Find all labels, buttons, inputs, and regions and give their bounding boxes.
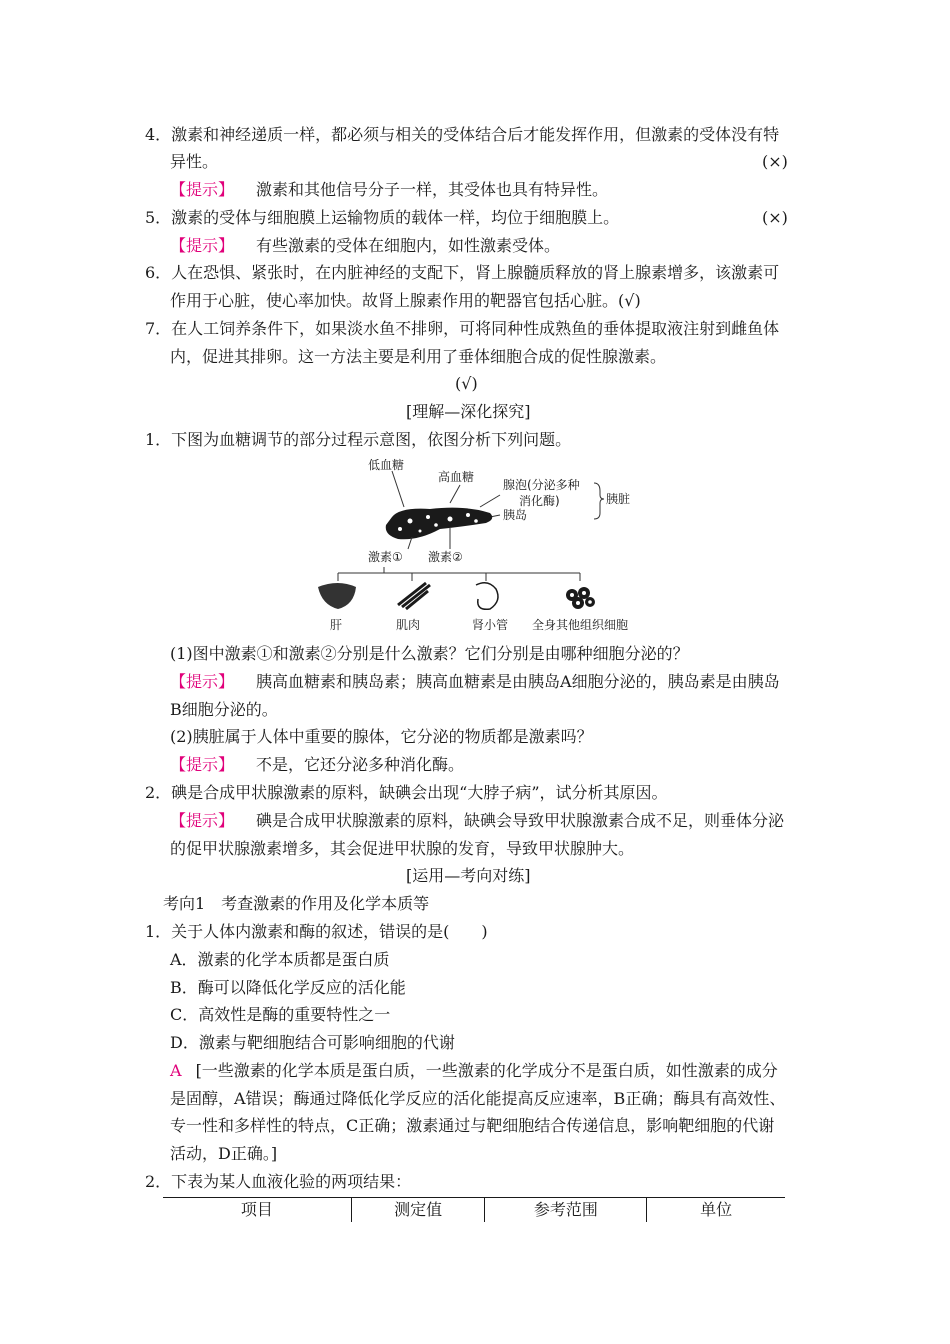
q4-line2: 异性。 bbox=[170, 152, 219, 171]
q4-mark: (×) bbox=[762, 152, 788, 171]
arrow-low bbox=[392, 471, 404, 507]
pancreas-drawing bbox=[386, 508, 493, 540]
explanation-line4: 活动，D正确。] bbox=[170, 1144, 278, 1163]
label-acinus-2: 消化酶) bbox=[519, 494, 560, 508]
explore-sub1-hint-line2: B细胞分泌的。 bbox=[170, 700, 278, 719]
explore-q2-hint bbox=[170, 810, 784, 832]
answer-letter: A bbox=[170, 1061, 182, 1080]
q5-hint bbox=[170, 235, 560, 257]
label-acinus-1: 腺泡(分泌多种 bbox=[503, 478, 580, 492]
explore-q2-hint-line2: 的促甲状腺激素增多，其会促进甲状腺的发育，导致甲状腺肿大。 bbox=[170, 839, 635, 858]
q4-line1: 4．激素和神经递质一样，都必须与相关的受体结合后才能发挥作用，但激素的受体没有特 bbox=[145, 125, 780, 144]
hint-label: 【提示】 bbox=[170, 236, 235, 255]
cells-drawing bbox=[566, 587, 595, 609]
q7-line1: 7．在人工饲养条件下，如果淡水鱼不排卵，可将同种性成熟鱼的垂体提取液注射到雌鱼体 bbox=[145, 319, 780, 338]
hint-label: 【提示】 bbox=[170, 755, 235, 774]
label-other-cells: 全身其他组织细胞 bbox=[532, 618, 629, 632]
option-c: C．高效性是酶的重要特性之一 bbox=[170, 1005, 391, 1024]
q7-mark: (√) bbox=[455, 374, 478, 393]
hint-text: 碘是合成甲状腺激素的原料，缺碘会导致甲状腺激素合成不足，则垂体分泌 bbox=[256, 811, 785, 830]
label-pancreas: 胰脏 bbox=[606, 492, 631, 506]
explanation-line3: 专一性和多样性的特点，C正确；激素通过与靶细胞结合传递信息，影响靶细胞的代谢 bbox=[170, 1116, 775, 1135]
label-hormone2: 激素② bbox=[428, 550, 463, 564]
practice-q1: 1．关于人体内激素和酶的叙述，错误的是( ) bbox=[145, 922, 488, 941]
practice-topic: 考向1 考查激素的作用及化学本质等 bbox=[163, 894, 430, 913]
label-liver: 肝 bbox=[330, 618, 343, 632]
explore-q2: 2．碘是合成甲状腺激素的原料，缺碘会出现“大脖子病”，试分析其原因。 bbox=[145, 783, 668, 802]
practice-q2: 2．下表为某人血液化验的两项结果： bbox=[145, 1172, 412, 1191]
hint-text: 激素和其他信号分子一样，其受体也具有特异性。 bbox=[256, 180, 609, 199]
option-b: B．酶可以降低化学反应的活化能 bbox=[170, 978, 406, 997]
tubule-drawing bbox=[476, 583, 498, 610]
hint-text: 不是，它还分泌多种消化酶。 bbox=[256, 755, 465, 774]
q5-line1: 5．激素的受体与细胞膜上运输物质的载体一样，均位于细胞膜上。 bbox=[145, 208, 620, 227]
label-hormone1: 激素① bbox=[368, 550, 403, 564]
col-unit: 单位 bbox=[700, 1200, 733, 1219]
col-measured: 测定值 bbox=[352, 1198, 486, 1222]
q4-hint bbox=[170, 179, 608, 201]
arrow-high bbox=[450, 485, 460, 503]
explore-q1: 1．下图为血糖调节的部分过程示意图，依图分析下列问题。 bbox=[145, 430, 572, 449]
label-muscle: 肌肉 bbox=[396, 618, 421, 632]
pancreas-brace bbox=[594, 483, 604, 519]
blood-sugar-diagram bbox=[300, 455, 660, 635]
explore-sub2-hint bbox=[170, 754, 464, 776]
muscle-drawing bbox=[398, 583, 430, 609]
col-item: 项目 bbox=[163, 1198, 352, 1222]
hint-text: 有些激素的受体在细胞内，如性激素受体。 bbox=[256, 236, 561, 255]
explore-sub1-hint bbox=[170, 671, 780, 693]
label-low-sugar: 低血糖 bbox=[368, 458, 405, 472]
liver-drawing bbox=[318, 583, 356, 609]
blood-test-table-header bbox=[163, 1197, 785, 1222]
hint-label: 【提示】 bbox=[170, 672, 235, 691]
col-reference: 参考范围 bbox=[485, 1198, 647, 1222]
label-islet: 胰岛 bbox=[503, 508, 528, 522]
section-title-practice: [运用—考向对练] bbox=[406, 866, 531, 885]
explore-sub2: (2)胰脏属于人体中重要的腺体，它分泌的物质都是激素吗？ bbox=[170, 727, 593, 746]
section-title-explore: [理解—深化探究] bbox=[406, 402, 531, 421]
q7-line2: 内，促进其排卵。这一方法主要是利用了垂体细胞合成的促性腺激素。 bbox=[170, 347, 667, 366]
label-high-sugar: 高血糖 bbox=[438, 470, 475, 484]
answer-line1 bbox=[170, 1060, 778, 1082]
q6-line2: 作用于心脏，使心率加快。故肾上腺素作用的靶器官包括心脏。(√) bbox=[170, 291, 641, 310]
q5-mark: (×) bbox=[762, 208, 788, 227]
explore-sub1: (1)图中激素①和激素②分别是什么激素？它们分别是由哪种细胞分泌的？ bbox=[170, 644, 689, 663]
explanation-text: [一些激素的化学本质是蛋白质，一些激素的化学成分不是蛋白质，如性激素的成分 bbox=[195, 1061, 778, 1080]
hint-text: 胰高血糖素和胰岛素；胰高血糖素是由胰岛A细胞分泌的，胰岛素是由胰岛 bbox=[256, 672, 780, 691]
label-tubule: 肾小管 bbox=[472, 618, 509, 632]
option-a: A．激素的化学本质都是蛋白质 bbox=[170, 950, 390, 969]
hint-label: 【提示】 bbox=[170, 811, 235, 830]
hint-label: 【提示】 bbox=[170, 180, 235, 199]
q6-line1: 6．人在恐惧、紧张时，在内脏神经的支配下，肾上腺髓质释放的肾上腺素增多，该激素可 bbox=[145, 263, 780, 282]
explanation-line2: 是固醇，A错误；酶通过降低化学反应的活化能提高反应速率，B正确；酶具有高效性、 bbox=[170, 1089, 786, 1108]
pointer-acinus bbox=[480, 495, 500, 507]
option-d: D．激素与靶细胞结合可影响细胞的代谢 bbox=[170, 1033, 455, 1052]
